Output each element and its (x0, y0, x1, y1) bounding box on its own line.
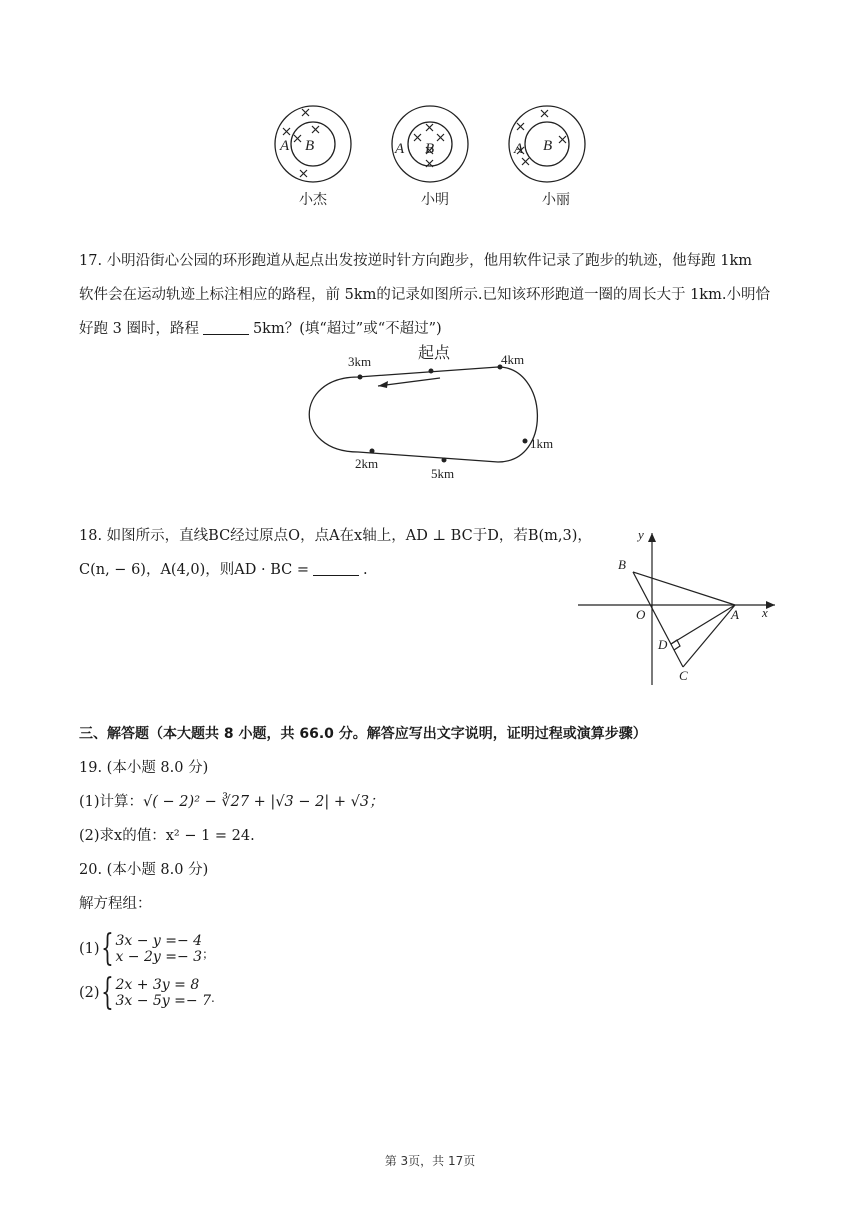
track-path (309, 367, 537, 462)
svg-text:A: A (395, 141, 405, 157)
track-figure (298, 340, 554, 490)
label-xiaoli: 小丽 (542, 193, 570, 208)
q18-line2: C(n, − 6)，A(4,0)，则AD · BC = . (79, 562, 368, 578)
svg-text:C: C (679, 668, 688, 683)
svg-text:x: x (762, 605, 768, 620)
q19-head: 19. (本小题 8.0 分) (79, 760, 209, 776)
label-xiaoming: 小明 (421, 193, 449, 208)
label-2km: 2km (355, 456, 379, 471)
svg-text:A: A (514, 141, 524, 157)
q20-system2: (2) { 2x + 3y = 8 3x − 5y =− 7 . (79, 972, 215, 1013)
q17-line3: 好跑 3 圈时，路程 5km？(填“超过”或“不超过”) (79, 321, 442, 337)
answer-blank (203, 320, 249, 335)
section-title: 三、解答题（本大题共 8 小题，共 66.0 分。解答应写出文字说明，证明过程或演算步骤） (79, 726, 647, 742)
q20-intro: 解方程组： (79, 896, 152, 912)
q20-system1: (1) { 3x − y =− 4 x − 2y =− 3 ； (79, 928, 215, 969)
label-xiaojie: 小杰 (299, 193, 327, 208)
svg-text:B: B (425, 141, 435, 157)
target-circles-figure (260, 100, 600, 215)
q19-part1: (1)计算：√( − 2)² − ∛27 + |√3 − 2| + √3； (79, 794, 384, 810)
label-start: 起点 (418, 345, 451, 362)
segment-ad (671, 605, 735, 644)
svg-text:A: A (731, 607, 739, 622)
svg-text:B: B (543, 138, 553, 154)
label-1km: 1km (530, 436, 554, 451)
page-footer: 第 3页，共 17页 (384, 1154, 476, 1168)
svg-text:D: D (658, 637, 668, 652)
q19-part2: (2)求x的值：x² − 1 = 24. (79, 828, 255, 844)
right-angle-mark (671, 640, 680, 650)
q17-line2: 软件会在运动轨迹上标注相应的路程，前 5km的记录如图所示.已知该环形跑道一圈的周长大于 1km.小明恰 (79, 287, 770, 303)
track-points (358, 365, 528, 463)
point-a-label: A (280, 138, 290, 154)
svg-text:y: y (638, 527, 644, 542)
svg-text:O: O (636, 607, 646, 622)
q18-line1: 18. 如图所示，直线BC经过原点O，点A在x轴上，AD ⊥ BC于D，若B(m,3)， (79, 528, 592, 544)
coordinate-figure (570, 525, 785, 690)
label-4km: 4km (501, 352, 525, 367)
point-b-label: B (305, 138, 315, 154)
segment-ac (683, 605, 735, 667)
q20-head: 20. (本小题 8.0 分) (79, 862, 209, 878)
answer-blank-q18 (313, 561, 359, 576)
svg-text:B: B (618, 557, 626, 572)
label-5km: 5km (431, 466, 455, 481)
q17-line1: 17. 小明沿街心公园的环形跑道从起点出发按逆时针方向跑步，他用软件记录了跑步的轨迹，他每跑 1km (79, 253, 753, 269)
label-3km: 3km (348, 354, 372, 369)
